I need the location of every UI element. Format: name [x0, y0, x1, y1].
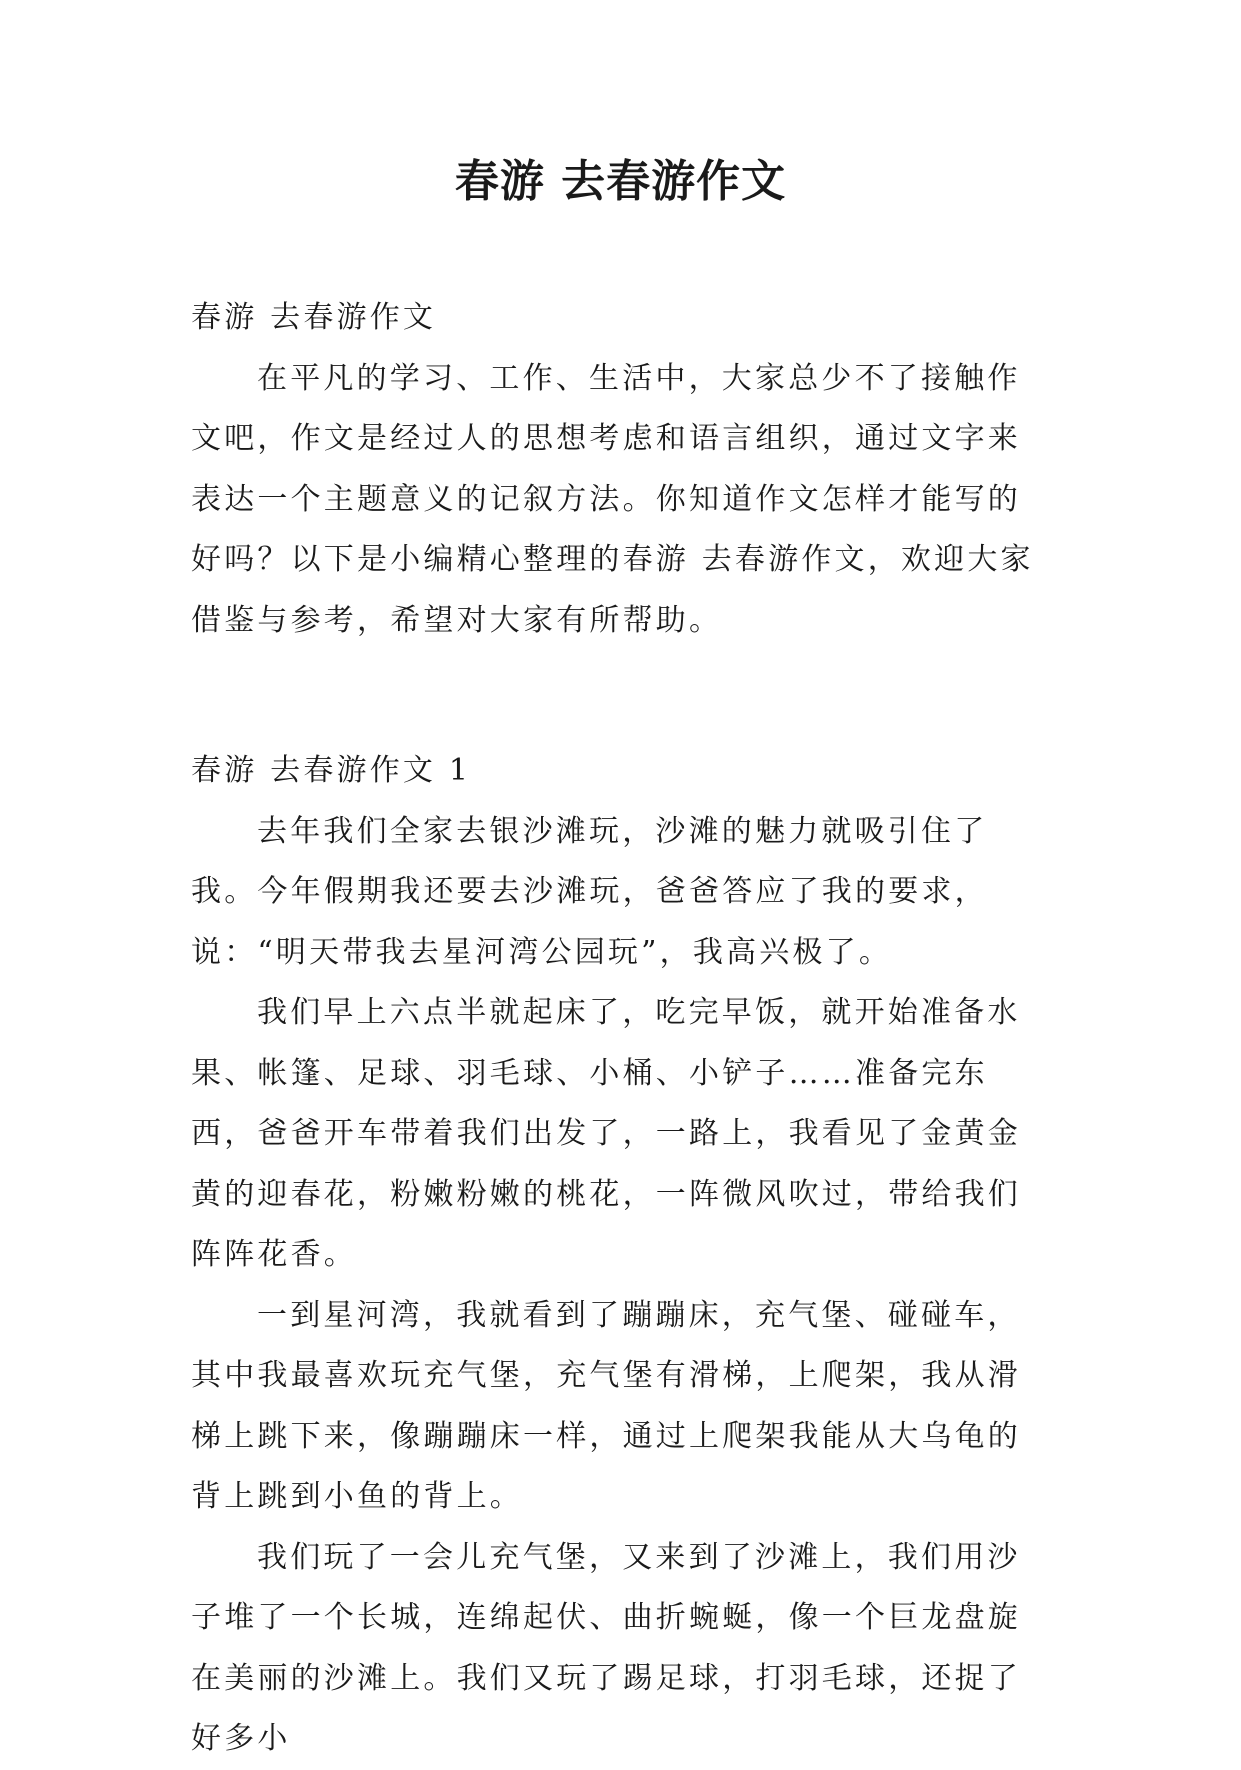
essay-paragraph: 我们早上六点半就起床了，吃完早饭，就开始准备水果、帐篷、足球、羽毛球、小桶、小铲子……准备完东西，爸爸开车带着我们出发了，一路上，我看见了金黄金黄的迎春花，粉嫩粉嫩的桃花，一阵微风吹过，带给我们阵阵花香。: [191, 995, 1021, 1272]
intro-paragraph: 在平凡的学习、工作、生活中，大家总少不了接触作文吧，作文是经过人的思想考虑和语言组织，通过文字来表达一个主题意义的记叙方法。你知道作文怎样才能写的好吗？以下是小编精心整理的春游 去春游作文，欢迎大家借鉴与参考，希望对大家有所帮助。: [191, 360, 1034, 638]
document-title: 春游 去春游作文: [454, 156, 787, 207]
essay-heading: 春游 去春游作文 1: [191, 753, 472, 788]
essay-paragraph: 我们玩了一会儿充气堡，又来到了沙滩上，我们用沙子堆了一个长城，连绵起伏、曲折蜿蜒，像一个巨龙盘旋在美丽的沙滩上。我们又玩了踢足球，打羽毛球，还捉了好多小: [191, 1539, 1021, 1756]
essay-paragraph: 去年我们全家去银沙滩玩，沙滩的魅力就吸引住了我。今年假期我还要去沙滩玩，爸爸答应了我的要求，说：“明天带我去星河湾公园玩”，我高兴极了。: [191, 813, 988, 970]
intro-heading: 春游 去春游作文: [191, 300, 437, 335]
document-body: [191, 288, 1049, 1770]
essay-paragraph: 一到星河湾，我就看到了蹦蹦床，充气堡、碰碰车，其中我最喜欢玩充气堡，充气堡有滑梯，上爬架，我从滑梯上跳下来，像蹦蹦床一样，通过上爬架我能从大乌龟的背上跳到小鱼的背上。: [191, 1297, 1021, 1514]
section-spacer: [191, 651, 1049, 741]
